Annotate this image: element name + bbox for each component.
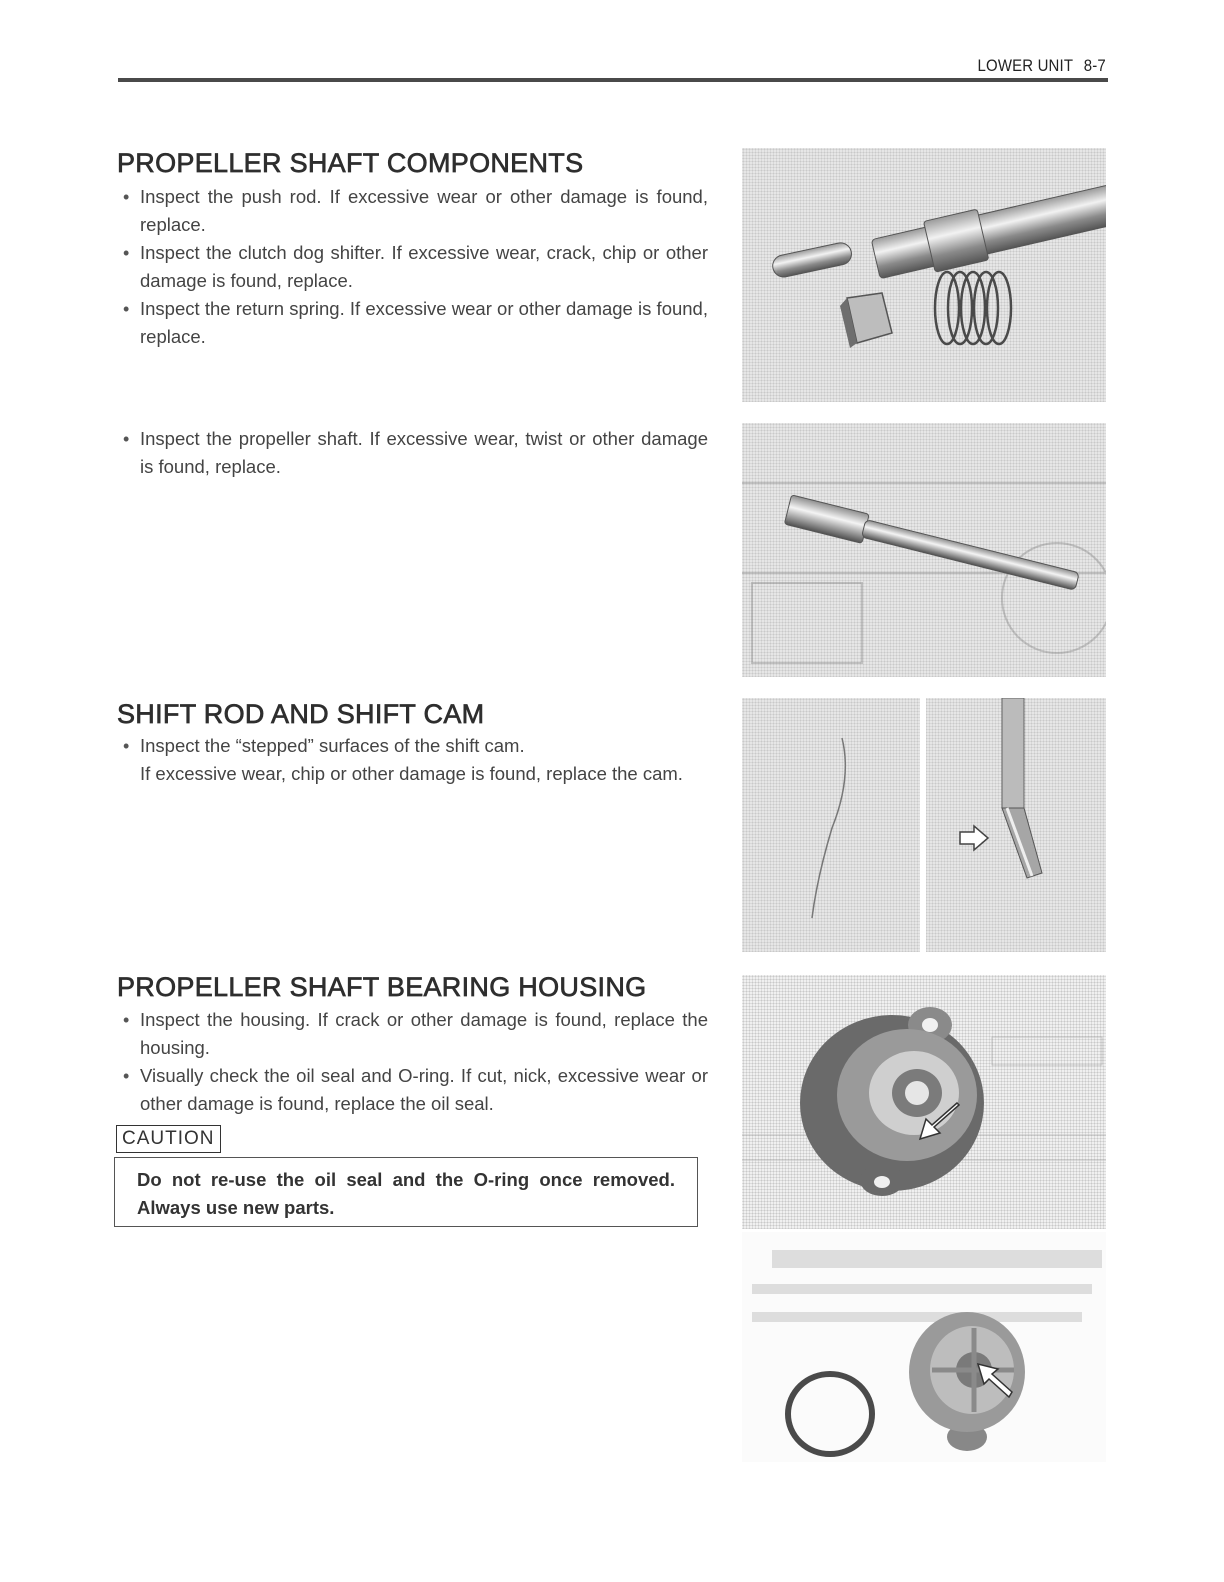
header-section: LOWER UNIT (977, 56, 1074, 75)
propeller-shaft-components-list (118, 183, 708, 351)
photo-oil-seal-housing (742, 1232, 1106, 1462)
caution-text: Do not re-use the oil seal and the O-ring once removed. Always use new parts. (137, 1169, 675, 1218)
bearing-housing-shape (800, 1007, 984, 1196)
propeller-shaft-illustration (742, 423, 1106, 677)
push-rod-shape (771, 241, 854, 279)
propeller-shaft-list (118, 425, 708, 481)
oil-seal-illustration (742, 1232, 1106, 1462)
list-item-continuation: If excessive wear, chip or other damage is found, replace the cam. (140, 763, 683, 784)
photo-bearing-housing (742, 975, 1106, 1229)
caution-box (114, 1157, 698, 1227)
bearing-housing-illustration (742, 975, 1106, 1229)
bearing-housing-list (118, 1006, 708, 1118)
shift-rod-shape (812, 738, 845, 918)
caution-label: CAUTION (116, 1125, 221, 1153)
list-item: • Inspect the clutch dog shifter. If excessive wear, crack, chip or other damage is found, replace. (123, 242, 708, 291)
propeller-shaft-shape (784, 495, 1080, 596)
header-rule (118, 78, 1108, 82)
section-title-shift-rod-and-shift-cam: SHIFT ROD AND SHIFT CAM (117, 699, 485, 729)
photo-propeller-shaft (742, 423, 1106, 677)
shift-rod-cam-illustration (742, 698, 1106, 952)
seal-housing-shape (909, 1312, 1025, 1451)
photo-divider (920, 698, 926, 952)
section-title-propeller-shaft-components: PROPELLER SHAFT COMPONENTS (117, 148, 584, 178)
page-number: 8-7 (1083, 56, 1106, 75)
list-item: • Inspect the “stepped” surfaces of the shift cam. (123, 735, 525, 756)
list-item: • Inspect the housing. If crack or other damage is found, replace the housing. (123, 1009, 708, 1058)
section-title-propeller-shaft-bearing-housing: PROPELLER SHAFT BEARING HOUSING (117, 972, 647, 1002)
photo-shift-rod-and-cam (742, 698, 1106, 952)
photo-propeller-shaft-components (742, 148, 1106, 402)
shift-cam-list (118, 732, 708, 788)
list-item: • Visually check the oil seal and O-ring. If cut, nick, excessive wear or other damage is found, replace the oil seal. (123, 1065, 708, 1114)
arrow-icon (960, 826, 988, 850)
list-item: • Inspect the push rod. If excessive wear or other damage is found, replace. (123, 186, 708, 235)
clutch-dog-shifter-shape (840, 293, 892, 348)
list-item: • Inspect the propeller shaft. If excessive wear, twist or other damage is found, replace. (123, 428, 708, 477)
shift-cam-shape (1002, 698, 1042, 878)
mirrored-text-lines (752, 1250, 1102, 1322)
o-ring-shape (788, 1374, 872, 1454)
shaft-shape (870, 178, 1106, 285)
return-spring-shape (935, 272, 1011, 344)
running-header (978, 56, 1106, 76)
list-item: • Inspect the return spring. If excessive wear or other damage is found, replace. (123, 298, 708, 347)
propeller-shaft-components-illustration (742, 148, 1106, 402)
